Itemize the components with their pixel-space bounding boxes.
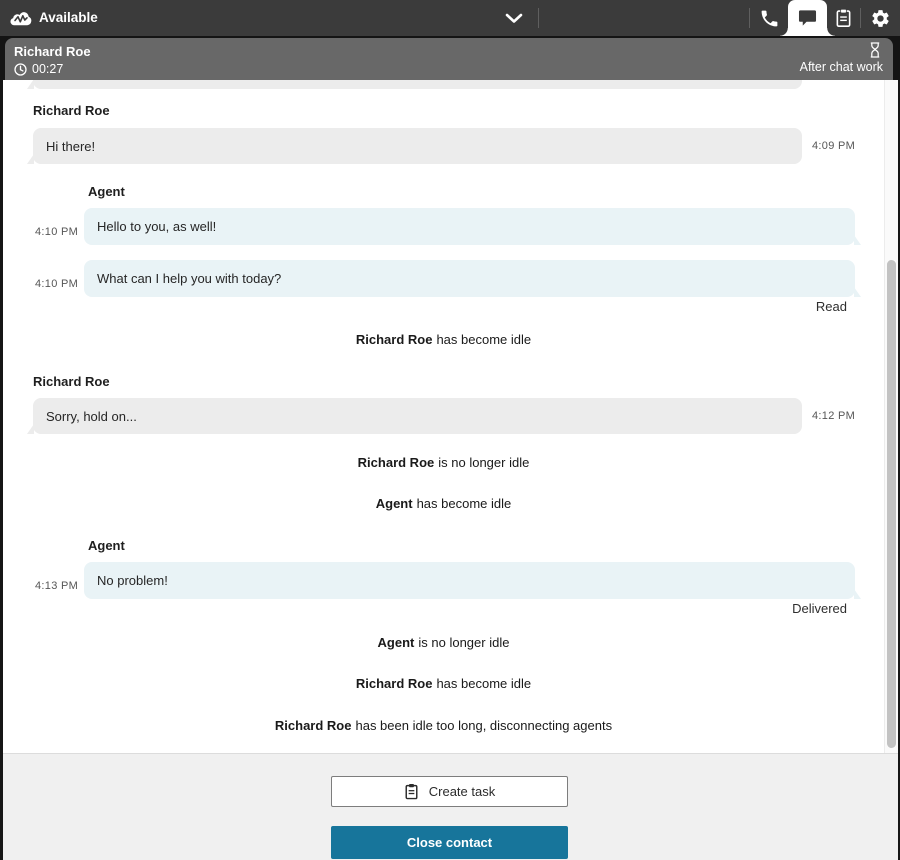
read-receipt: Read [815,299,847,314]
system-message-text: has become idle [436,676,532,691]
customer-message-bubble [33,128,802,164]
sender-label: Agent [88,538,125,553]
system-message [3,456,884,470]
acw-state-label: After chat work [799,60,883,74]
sender-label: Richard Roe [33,374,110,389]
phone-icon [759,8,780,29]
system-message-text: has become idle [436,332,532,347]
agent-message-bubble [84,562,855,599]
agent-message-bubble [84,208,855,245]
sender-label: Agent [88,184,125,199]
message-text: Hi there! [46,138,96,154]
system-message-name: Richard Roe [355,332,433,347]
status-label: Available [39,10,98,25]
message-timestamp: 4:10 PM [35,226,79,238]
system-message-text: has become idle [416,496,512,511]
agent-message-row [3,208,884,245]
hourglass-icon [869,42,881,58]
system-message [3,719,884,733]
agent-status-selector[interactable] [0,0,538,36]
customer-message-bubble [33,398,802,434]
system-message [3,333,884,347]
create-task-button[interactable] [331,776,568,807]
system-message-name: Richard Roe [274,718,352,733]
chat-scrollbar[interactable] [884,80,898,753]
top-toolbar [0,0,900,36]
customer-message-row [3,128,884,164]
chat-tab-active[interactable] [788,0,827,36]
chat-transcript [3,80,898,753]
contact-name: Richard Roe [14,44,91,59]
contact-card[interactable] [5,38,893,80]
message-text: What can I help you with today? [97,271,282,286]
message-timestamp: 4:10 PM [35,278,79,290]
message-timestamp: 4:09 PM [812,140,856,152]
customer-message-row [3,398,884,434]
create-task-label: Create task [428,784,496,799]
system-message-text: is no longer idle [418,635,510,650]
system-message-name: Richard Roe [357,455,435,470]
system-message-text: has been idle too long, disconnecting agents [355,718,613,733]
toolbar-divider [538,8,539,28]
system-message-name: Agent [375,496,413,511]
message-text: Sorry, hold on... [46,408,137,424]
task-list-icon [404,783,419,800]
system-message [3,497,884,511]
close-contact-label: Close contact [406,835,493,850]
message-timestamp: 4:13 PM [35,580,79,592]
system-message [3,677,884,691]
settings-button[interactable] [861,0,899,36]
connect-cloud-icon [9,9,33,27]
message-text: No problem! [97,573,168,588]
tasks-tab[interactable] [827,0,860,36]
close-contact-button[interactable] [331,826,568,859]
chat-icon [798,9,817,27]
contact-timer: 00:27 [32,62,64,76]
contact-header-band [0,36,900,80]
task-list-icon [835,8,852,28]
sender-label: Richard Roe [33,103,110,118]
agent-message-row [3,260,884,297]
system-message-name: Agent [377,635,415,650]
agent-message-row [3,562,884,599]
partial-message-bubble [33,80,802,89]
delivery-receipt: Delivered [792,601,847,616]
scrollbar-thumb[interactable] [887,260,896,748]
gear-icon [870,8,891,29]
message-text: Hello to you, as well! [97,219,217,234]
message-timestamp: 4:12 PM [812,410,856,422]
contact-actions-footer [3,753,898,860]
system-message-text: is no longer idle [438,455,530,470]
clock-icon [14,63,27,76]
system-message [3,636,884,650]
agent-message-bubble [84,260,855,297]
chevron-down-icon[interactable] [505,13,523,24]
system-message-name: Richard Roe [355,676,433,691]
